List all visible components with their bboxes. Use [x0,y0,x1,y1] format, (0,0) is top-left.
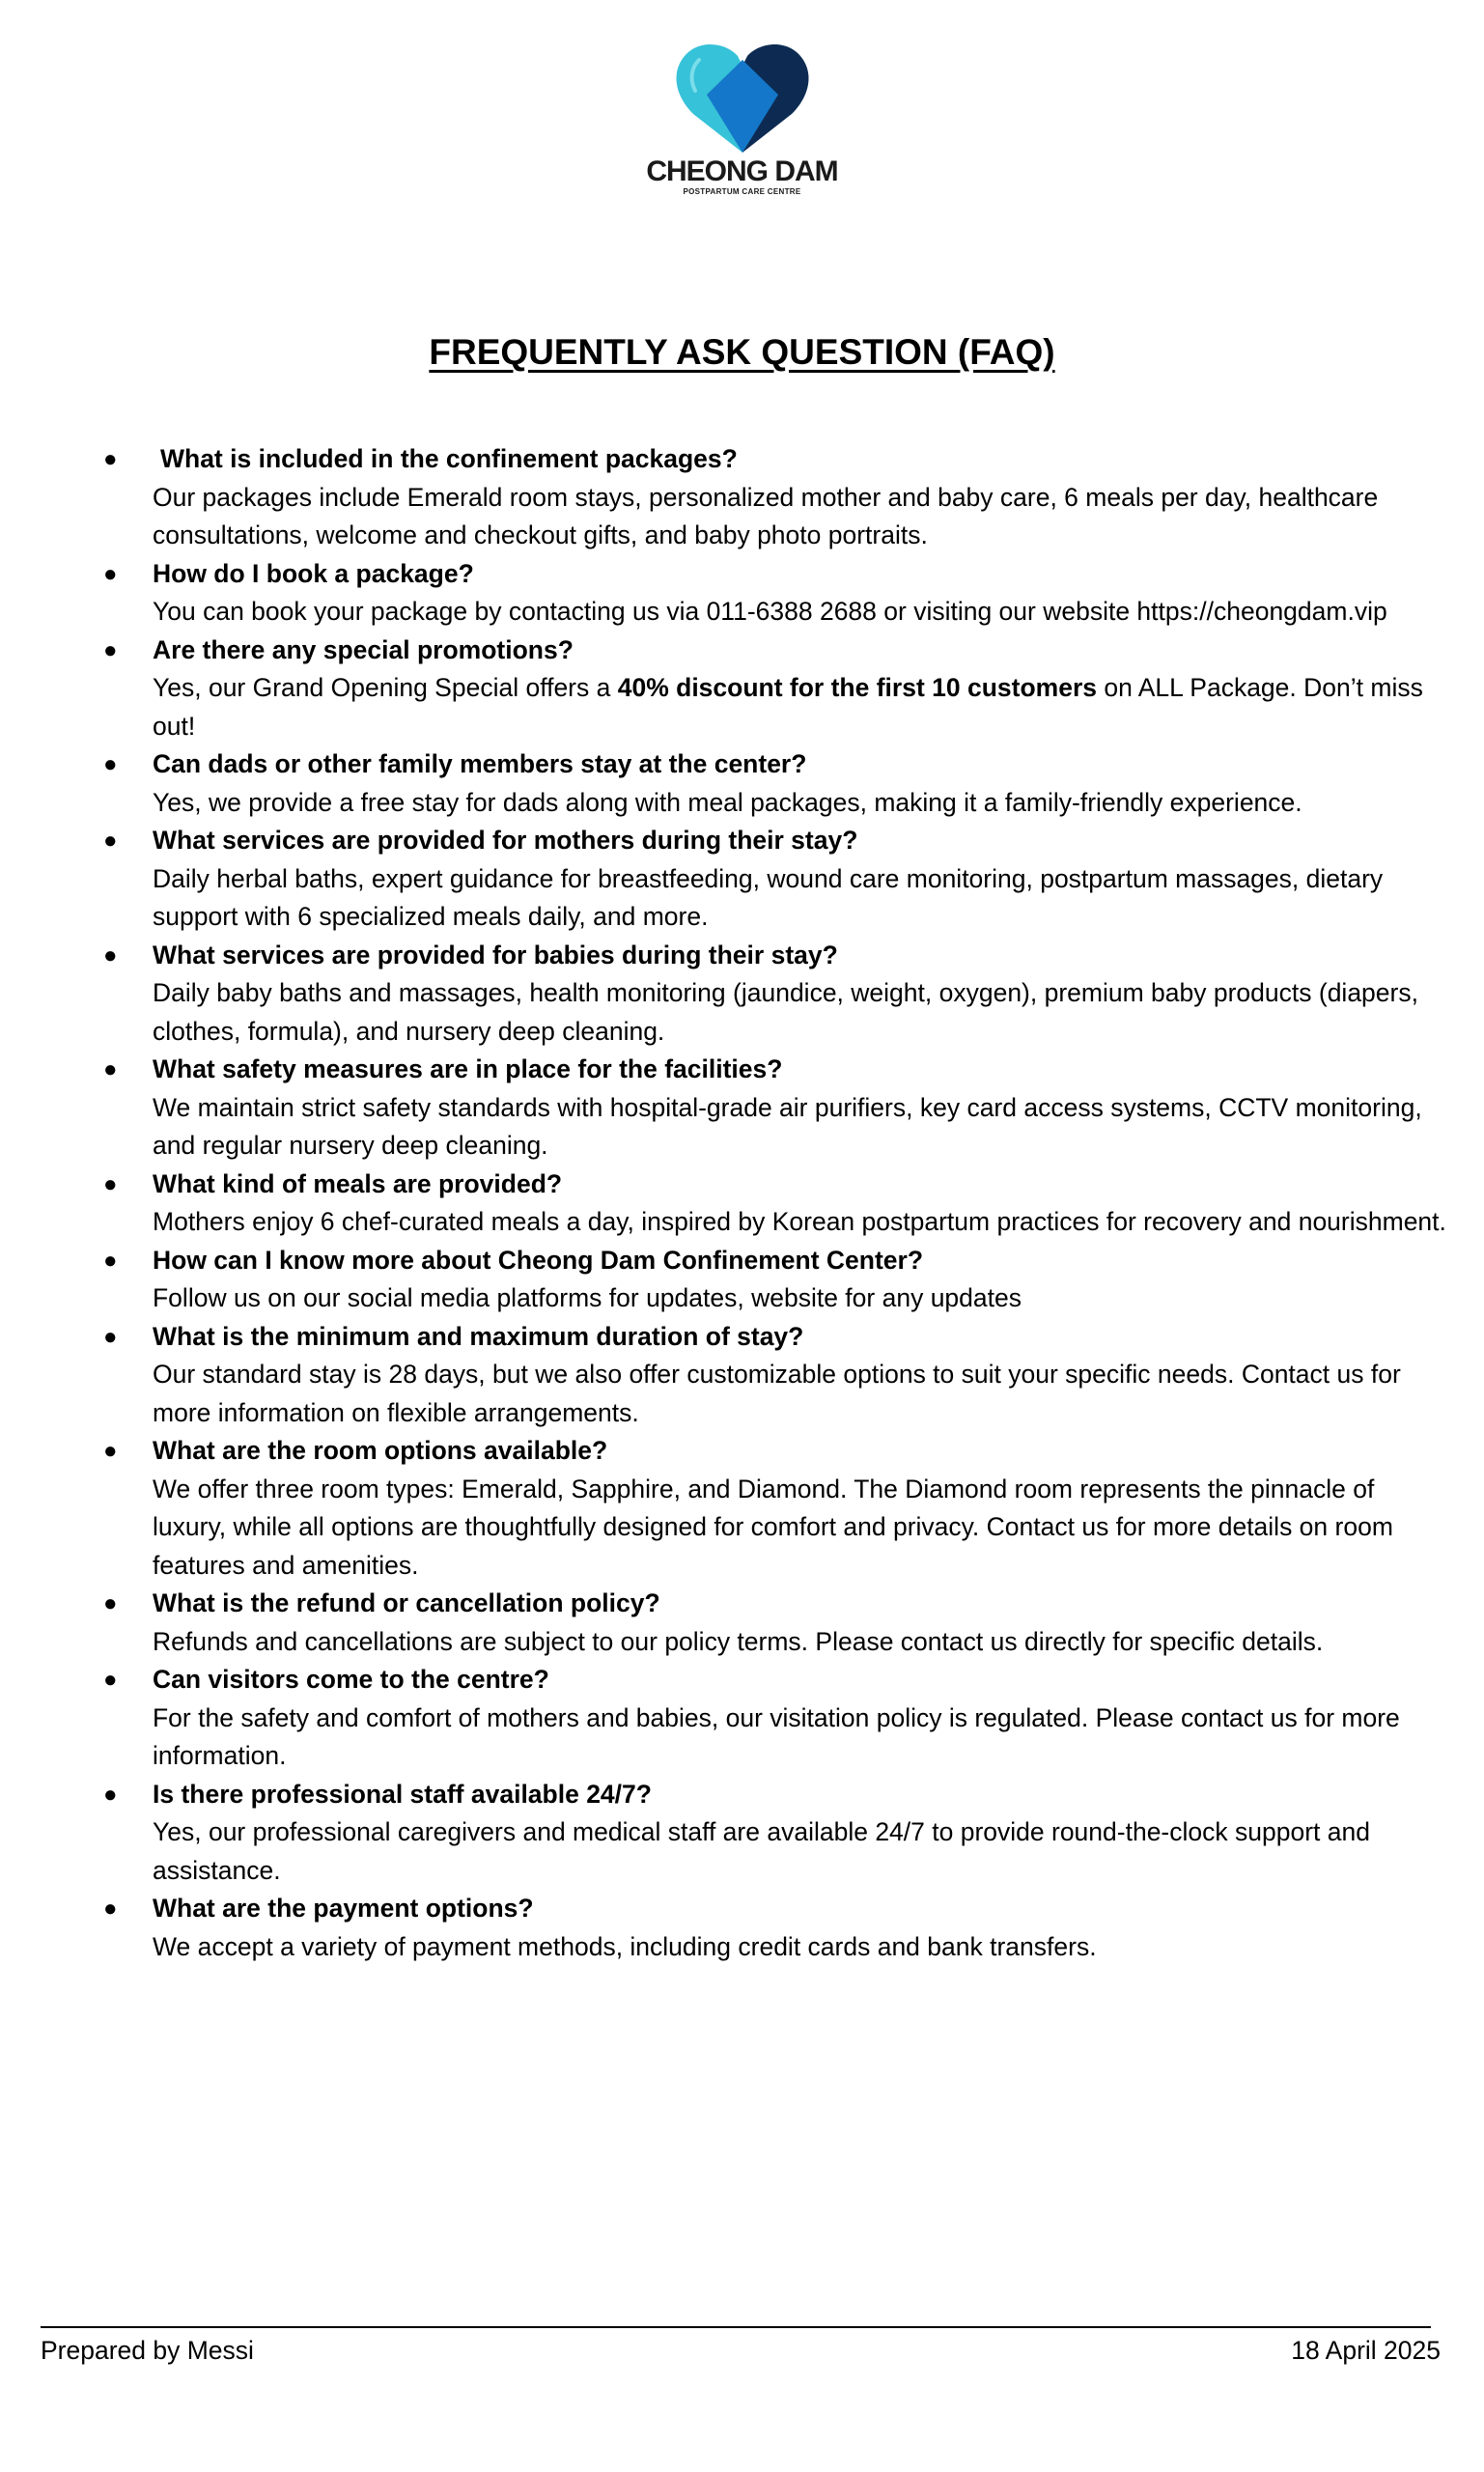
faq-item [103,822,1446,937]
bullet-icon: ● [103,1323,118,1350]
bullet-icon: ● [103,1247,118,1274]
bullet-icon: ● [103,560,118,587]
faq-question: What kind of meals are provided? [153,1168,563,1198]
faq-question: What is the refund or cancellation policy? [153,1588,660,1617]
bullet-icon: ● [103,1896,118,1922]
faq-item [103,1166,1446,1242]
bullet-icon: ● [103,1667,118,1693]
faq-question: What services are provided for babies during their stay? [153,940,838,969]
faq-answer: Our packages include Emerald room stays, personalized mother and baby care, 6 meals per day, healthcare consultations, welcome and checkout gifts, and baby photo portraits. [153,482,1379,549]
bullet-icon: ● [103,636,118,663]
bullet-icon: ● [103,1781,118,1808]
faq-question: Can dads or other family members stay at the center? [153,749,807,778]
faq-question: What is the minimum and maximum duration of stay? [153,1321,804,1351]
promo-highlight: 40% discount for the first 10 customers [617,673,1098,702]
answer-text: Yes, our Grand Opening Special offers a [153,673,618,702]
answer-text: on ALL Package. Don’t miss out! [153,673,1423,741]
faq-item [103,1318,1446,1433]
bullet-icon: ● [103,751,118,777]
faq-answer: We accept a variety of payment methods, including credit cards and bank transfers. [153,1931,1097,1961]
faq-question: What are the payment options? [153,1894,534,1923]
faq-item [103,440,1446,555]
faq-question: What services are provided for mothers during their stay? [153,826,858,855]
faq-question: Is there professional staff available 24/7? [153,1779,652,1809]
faq-item [103,1776,1446,1891]
faq-answer: We maintain strict safety standards with hospital-grade air purifiers, key card access systems, CCTV monitoring, and regular nursery deep cleaning. [153,1092,1422,1160]
faq-answer: For the safety and comfort of mothers and babies, our visitation policy is regulated. Please contact us for more information. [153,1702,1400,1770]
heart-logo-icon [670,39,815,154]
prepared-by: Prepared by Messi [41,2336,254,2365]
faq-question: Can visitors come to the centre? [153,1665,549,1694]
faq-answer: Refunds and cancellations are subject to our policy terms. Please contact us directly for specific details. [153,1626,1324,1656]
faq-answer [153,669,1446,745]
faq-answer: We offer three room types: Emerald, Sapphire, and Diamond. The Diamond room represents the pinnacle of luxury, while all options are thoughtfully designed for comfort and privacy. Contact us for more details on room features and amenities. [153,1474,1393,1580]
footer-divider [41,2326,1431,2328]
faq-answer: You can book your package by contacting us via 011-6388 2688 or visiting our website https://cheongdam.vip [153,597,1387,626]
faq-answer: Yes, we provide a free stay for dads along with meal packages, making it a family-friendly experience. [153,787,1302,817]
brand-tagline: POSTPARTUM CARE CENTRE [683,187,801,196]
faq-item [103,745,1446,822]
faq-question: How can I know more about Cheong Dam Confinement Center? [153,1245,924,1275]
faq-answer: Daily baby baths and massages, health monitoring (jaundice, weight, oxygen), premium baby products (diapers, clothes, formula), and nursery deep cleaning. [153,978,1418,1046]
page-title: FREQUENTLY ASK QUESTION (FAQ) [429,332,1055,372]
bullet-icon: ● [103,1438,118,1464]
faq-question: How do I book a package? [153,558,474,588]
faq-question: What is included in the confinement packages? [160,444,738,473]
faq-answer: Daily herbal baths, expert guidance for breastfeeding, wound care monitoring, postpartum massages, dietary support with 6 specialized meals daily, and more. [153,863,1384,931]
brand-name: CHEONG DAM [646,155,838,187]
document-date: 18 April 2025 [1291,2336,1441,2365]
bullet-icon: ● [103,1170,118,1197]
faq-item [103,1051,1446,1166]
faq-question: Are there any special promotions? [153,634,574,664]
faq-item [103,937,1446,1052]
faq-item [103,1585,1446,1661]
bullet-icon: ● [103,446,118,472]
faq-answer: Mothers enjoy 6 chef-curated meals a day, inspired by Korean postpartum practices for recovery and nourishment. [153,1207,1446,1236]
faq-question: What are the room options available? [153,1436,608,1465]
faq-item [103,1890,1446,1966]
bullet-icon: ● [103,1056,118,1082]
faq-answer: Follow us on our social media platforms for updates, website for any updates [153,1283,1022,1312]
faq-question: What safety measures are in place for the facilities? [153,1054,783,1083]
faq-item [103,632,1446,746]
faq-item [103,1661,1446,1776]
faq-item [103,1242,1446,1318]
faq-item [103,555,1446,632]
faq-answer: Yes, our professional caregivers and medical staff are available 24/7 to provide round-the-clock support and assistance. [153,1817,1370,1885]
bullet-icon: ● [103,828,118,854]
faq-answer: Our standard stay is 28 days, but we also offer customizable options to suit your specific needs. Contact us for more information on flexible arrangements. [153,1360,1401,1427]
brand-logo [0,39,1484,197]
bullet-icon: ● [103,1590,118,1616]
faq-item [103,1432,1446,1585]
bullet-icon: ● [103,941,118,969]
faq-list [103,440,1446,1966]
